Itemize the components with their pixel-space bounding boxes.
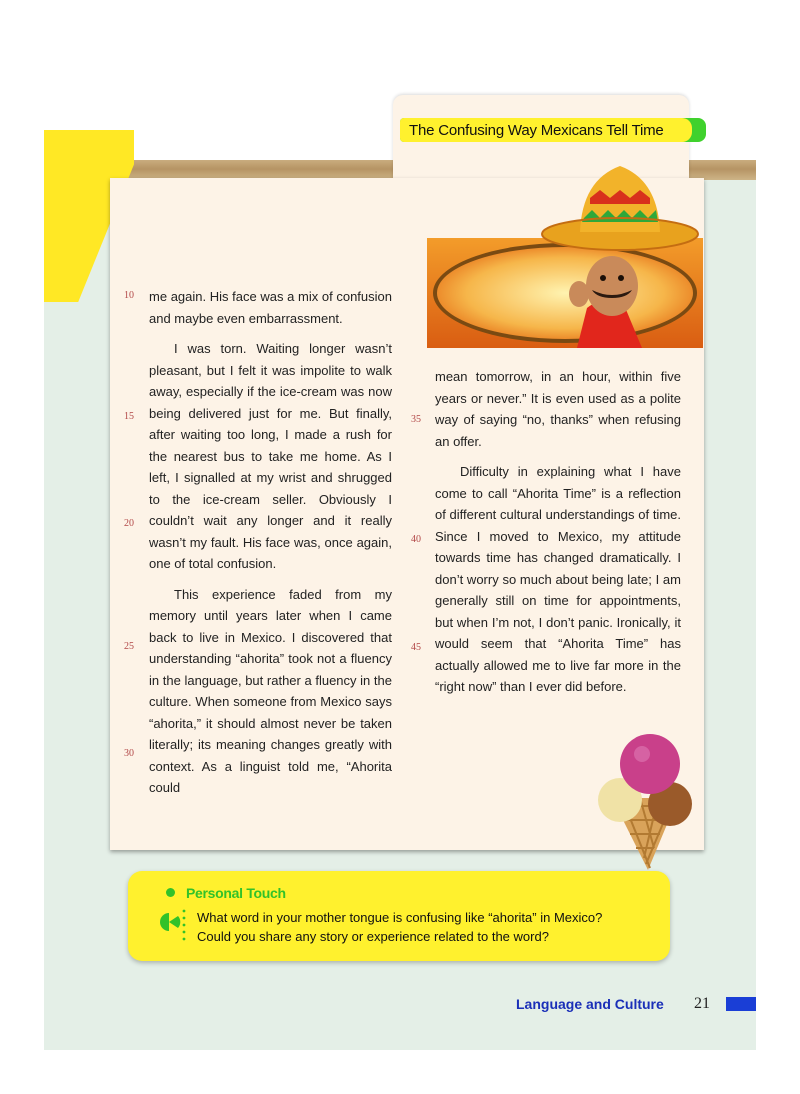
paragraph: mean tomorrow, in an hour, within five years or never.” It is even used as a polite way of saying “no, thanks” when refusing an offer.	[435, 369, 681, 449]
sombrero-man-illustration	[427, 238, 703, 348]
question-line: What word in your mother tongue is confusing like “ahorita” in Mexico?	[197, 910, 603, 925]
bullet-icon	[166, 888, 175, 897]
line-number: 10	[124, 290, 134, 301]
question-line: Could you share any story or experience related to the word?	[197, 929, 549, 944]
title-banner	[400, 118, 706, 142]
article-title: The Confusing Way Mexicans Tell Time	[400, 118, 692, 142]
pacman-icon	[158, 907, 188, 943]
right-text-column	[435, 366, 681, 698]
paragraph: Difficulty in explaining what I have come to call “Ahorita Time” is a reflection of different cultural understandings of time. Since I moved to Mexico, my attitude towards time has changed dramatically. I don’t worry so much about being late; I am generally still on time for appointments, but when I’m not, I don’t panic. Ironically, it would seem that “Ahorita Time” has actually allowed me to live far more in the “right now” than I ever did before.	[435, 464, 681, 694]
paragraph: I was torn. Waiting longer wasn’t pleasant, but I felt it was impolite to walk away, especially if the ice-cream was now being delivered just for me. But finally, after waiting too long, I made a rush for the nearest bus to take me home. As I left, I signalled at my wrist and shrugged to the ice-cream seller. Obviously I couldn’t wait any longer and it really wasn’t my fault. His face was, once again, one of total confusion.	[149, 341, 392, 571]
personal-touch-question	[197, 908, 602, 946]
line-number: 25	[124, 641, 134, 652]
line-number: 30	[124, 748, 134, 759]
sombrero-hat-illustration	[540, 160, 700, 252]
page-number: 21	[694, 995, 710, 1012]
paragraph: This experience faded from my memory until years later when I came back to live in Mexico. I discovered that understanding “ahorita” took not a fluency in the language, but rather a fluency in the culture. When someone from Mexico says “ahorita,” it should almost never be taken literally; its meaning changes greatly with context. As a linguist told me, “Ahorita could	[149, 586, 392, 795]
left-text-column	[149, 286, 392, 799]
personal-touch-title: Personal Touch	[186, 885, 286, 901]
paragraph: me again. His face was a mix of confusion and maybe even embarrassment.	[149, 289, 392, 326]
line-number: 15	[124, 411, 134, 422]
line-number: 45	[411, 642, 421, 653]
line-number: 20	[124, 518, 134, 529]
footer-color-bar	[726, 997, 756, 1011]
section-label: Language and Culture	[516, 996, 664, 1012]
ice-cream-cone-illustration	[592, 728, 698, 870]
line-number: 35	[411, 414, 421, 425]
line-number: 40	[411, 534, 421, 545]
